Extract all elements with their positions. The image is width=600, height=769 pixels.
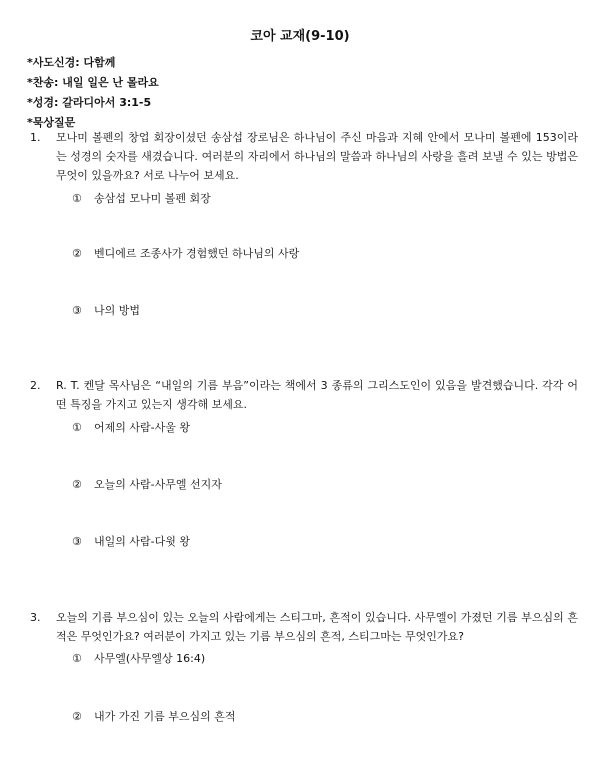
answer-label: 나의 방법 — [94, 304, 141, 317]
answer-label: 벤디에르 조종사가 경험했던 하나님의 사랑 — [94, 247, 300, 260]
meta-meditation-questions: *묵상질문 — [27, 116, 76, 129]
answer-label: 내일의 사람-다윗 왕 — [94, 535, 190, 548]
answer-label: 송삼섭 모나미 볼펜 회장 — [94, 192, 211, 205]
question-text: R. T. 켄달 목사님은 “내일의 기름 부음”이라는 책에서 3 종류의 그리스도인이 있음을 발견했습니다. 각각 어떤 특징을 가지고 있는지 생각해 보세요. — [56, 379, 578, 411]
answer-item — [72, 650, 205, 666]
document-title: 코아 교재(9-10) — [250, 29, 350, 44]
answer-item — [72, 533, 190, 549]
question-1 — [30, 128, 578, 185]
meta-apostles-creed: *사도신경: 다함께 — [27, 56, 116, 69]
circled-number: ② — [72, 247, 82, 260]
meta-hymn: *찬송: 내일 일은 난 몰라요 — [27, 76, 159, 89]
answer-item — [72, 245, 299, 261]
circled-number: ③ — [72, 535, 82, 548]
question-text: 오늘의 기름 부으심이 있는 오늘의 사람에게는 스티그마, 흔적이 있습니다. 사무엘이 가졌던 기름 부으심의 흔적은 무엇인가요? 여러분이 가지고 있는 기름 부으심의 흔적, 스티그마는 무엇인가요? — [56, 611, 578, 643]
answer-label: 사무엘(사무엘상 16:4) — [94, 652, 206, 665]
answer-label: 오늘의 사람-사무엘 선지자 — [94, 478, 222, 491]
question-number: 3. — [30, 611, 41, 624]
circled-number: ② — [72, 478, 82, 491]
question-number: 1. — [30, 131, 41, 144]
answer-label: 어제의 사람-사울 왕 — [94, 421, 190, 434]
question-text: 모나미 볼펜의 창업 회장이셨던 송삼섭 장로님은 하나님이 주신 마음과 지혜 안에서 모나미 볼펜에 153이라는 성경의 숫자를 새겼습니다. 여러분의 자리에서 하나님의 말씀과 하나님의 사랑을 흘려 보낼 수 있는 방법은 무엇이 있을까요? 서로 나누어 보세요. — [56, 131, 578, 182]
meta-scripture: *성경: 갈라디아서 3:1-5 — [27, 96, 152, 109]
answer-item — [72, 302, 140, 318]
circled-number: ① — [72, 192, 82, 205]
question-2 — [30, 376, 578, 414]
answer-item — [72, 708, 236, 724]
answer-item — [72, 419, 190, 435]
circled-number: ② — [72, 710, 82, 723]
answer-label: 내가 가진 기름 부으심의 흔적 — [94, 710, 236, 723]
answer-item — [72, 476, 222, 492]
circled-number: ③ — [72, 304, 82, 317]
circled-number: ① — [72, 652, 82, 665]
circled-number: ① — [72, 421, 82, 434]
question-3 — [30, 608, 578, 646]
answer-item — [72, 190, 211, 206]
question-number: 2. — [30, 379, 41, 392]
